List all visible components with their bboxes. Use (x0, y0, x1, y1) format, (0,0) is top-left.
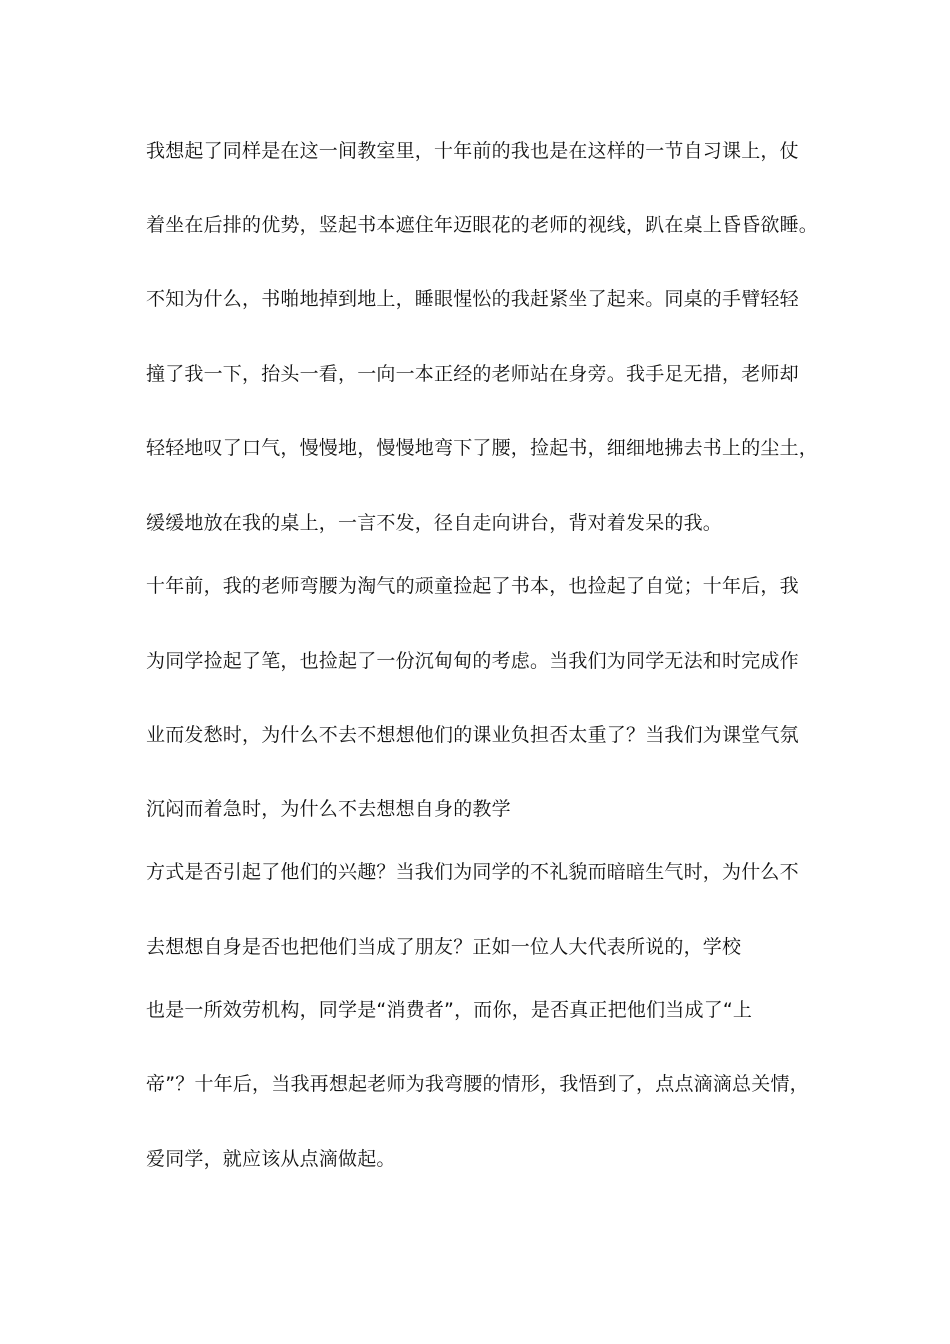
paragraph-line: 撞了我一下，抬头一看，一向一本正经的老师站在身旁。我手足无措，老师却 (146, 363, 799, 385)
paragraph-line: 缓缓地放在我的桌上，一言不发，径自走向讲台，背对着发呆的我。 (146, 512, 723, 534)
paragraph-line: 轻轻地叹了口气，慢慢地，慢慢地弯下了腰，捡起书，细细地拂去书上的尘土， (146, 437, 819, 459)
paragraph-line: 业而发愁时，为什么不去不想想他们的课业负担否太重了？当我们为课堂气氛 (146, 724, 799, 746)
paragraph-line: 为同学捡起了笔，也捡起了一份沉甸甸的考虑。当我们为同学无法和时完成作 (146, 650, 799, 672)
paragraph-line: 不知为什么，书啪地掉到地上，睡眼惺忪的我赶紧坐了起来。同桌的手臂轻轻 (146, 288, 799, 310)
paragraph-line: 方式是否引起了他们的兴趣？当我们为同学的不礼貌而暗暗生气时，为什么不 (146, 861, 799, 883)
paragraph-line: 去想想自身是否也把他们当成了朋友？正如一位人大代表所说的，学校 (146, 936, 742, 958)
paragraph-line: 沉闷而着急时，为什么不去想想自身的教学 (146, 798, 511, 820)
paragraph-line: 也是一所效劳机构，同学是“消费者”，而你，是否真正把他们当成了“上 (146, 999, 753, 1021)
paragraph-line: 着坐在后排的优势，竖起书本遮住年迈眼花的老师的视线，趴在桌上昏昏欲睡。 (146, 214, 819, 236)
paragraph-line: 我想起了同样是在这一间教室里，十年前的我也是在这样的一节自习课上，仗 (146, 140, 799, 162)
paragraph-line: 帝”？十年后，当我再想起老师为我弯腰的情形，我悟到了，点点滴滴总关情， (146, 1073, 809, 1095)
paragraph-line: 十年前，我的老师弯腰为淘气的顽童捡起了书本，也捡起了自觉；十年后，我 (146, 575, 799, 597)
paragraph-line: 爱同学，就应该从点滴做起。 (146, 1148, 396, 1170)
